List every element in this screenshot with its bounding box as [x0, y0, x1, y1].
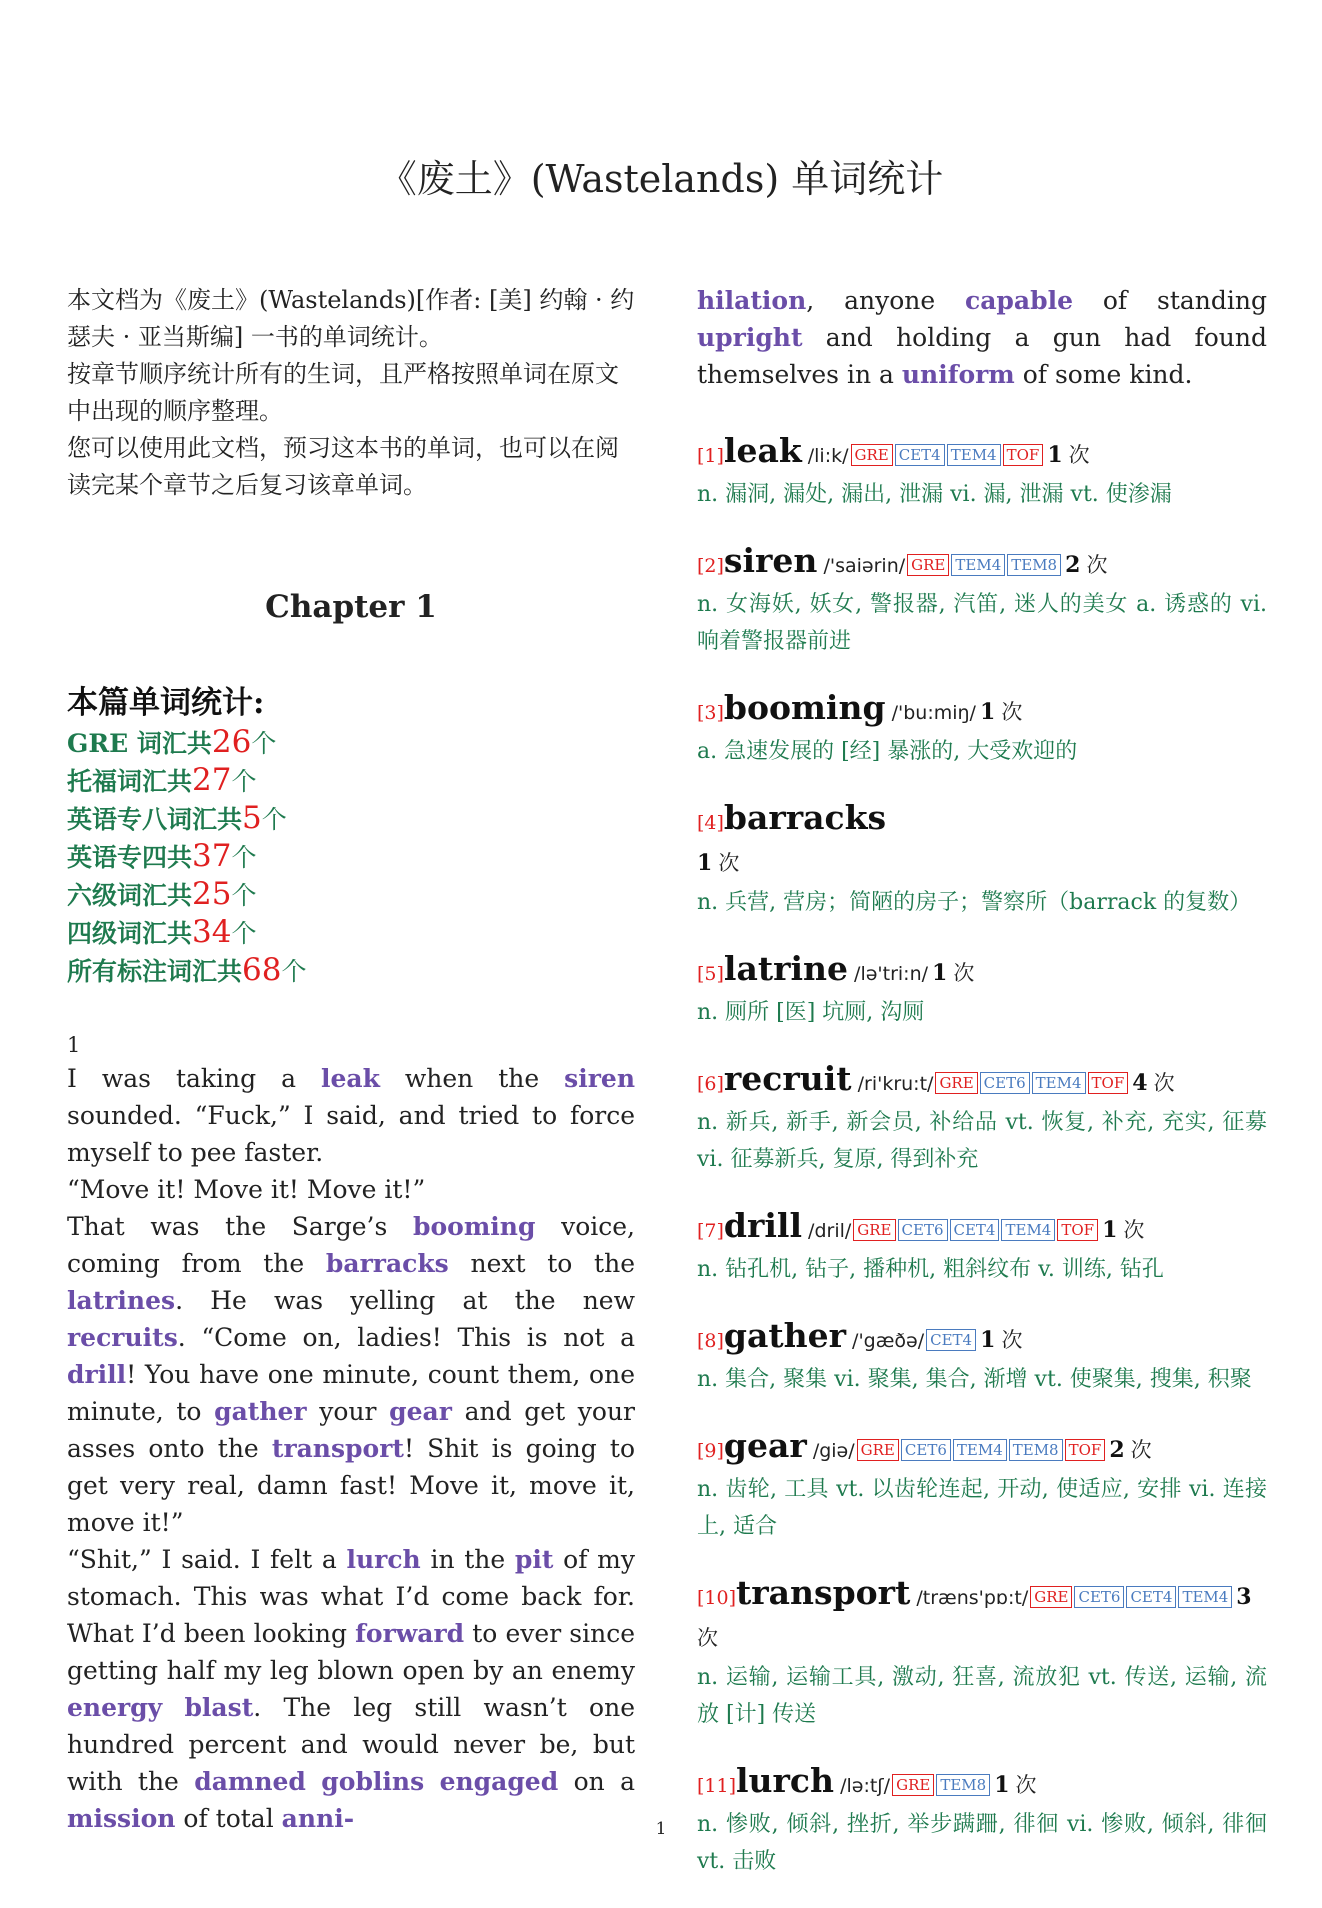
- exam-tag: CET6: [898, 1219, 948, 1241]
- entry-definition: n. 钻孔机, 钻子, 播种机, 粗斜纹布 v. 训练, 钻孔: [697, 1257, 1164, 1282]
- highlighted-word: siren: [564, 1064, 635, 1093]
- highlighted-word: mission: [67, 1804, 176, 1833]
- vocab-entry: [697, 688, 1267, 770]
- stat-row: [67, 800, 635, 838]
- entry-count: 1: [979, 699, 996, 725]
- exam-tag: GRE: [892, 1774, 934, 1796]
- story-text: I was taking a leak when the siren sounded. “Fuck,” I said, and tried to force myself to pee faster.: [67, 1064, 635, 1167]
- entry-word: leak: [723, 431, 802, 470]
- exam-tag: CET6: [901, 1439, 951, 1461]
- stat-count: 27: [192, 762, 232, 798]
- stat-row: [67, 838, 635, 876]
- entry-count-unit: 次: [1086, 553, 1108, 577]
- stats-heading: 本篇单词统计:: [67, 685, 265, 721]
- stat-count: 68: [242, 952, 282, 988]
- stat-count: 34: [192, 914, 232, 950]
- entry-definition: n. 集合, 聚集 vi. 聚集, 集合, 渐增 vt. 使聚集, 搜集, 积聚: [697, 1367, 1252, 1392]
- intro-line: 本文档为《废土》(Wastelands)[作者: [美] 约翰 · 约瑟夫 · 亚当斯编] 一书的单词统计。: [67, 286, 635, 351]
- page-number: 1: [655, 1819, 667, 1839]
- stat-row: [67, 914, 635, 952]
- entry-count-unit: 次: [697, 1626, 718, 1650]
- exam-tag: TOF: [1088, 1072, 1129, 1094]
- entry-count: 1: [1102, 1217, 1118, 1243]
- entry-count: 1: [1047, 442, 1063, 468]
- intro-block: [67, 282, 635, 504]
- entry-phonetic: /giə/: [812, 1440, 855, 1462]
- entry-word: gear: [723, 1426, 807, 1465]
- stat-label: 所有标注词汇共: [67, 957, 243, 986]
- left-column: [67, 282, 635, 1837]
- entry-count-unit: 次: [1130, 1438, 1152, 1462]
- stat-count: 25: [192, 876, 232, 912]
- exam-tag: GRE: [853, 1219, 895, 1241]
- stat-unit: 个: [261, 805, 287, 834]
- entry-index: [8]: [697, 1330, 724, 1352]
- highlighted-word: latrines: [67, 1286, 176, 1315]
- entry-count: 4: [1132, 1070, 1148, 1096]
- highlighted-word: uniform: [901, 360, 1015, 389]
- exam-tag: TEM4: [951, 554, 1005, 576]
- exam-tag: GRE: [935, 1072, 977, 1094]
- vocab-entry-head: [697, 1573, 1267, 1659]
- exam-tag: TEM4: [953, 1439, 1007, 1461]
- highlighted-word: drill: [67, 1360, 127, 1389]
- stat-count: 5: [242, 800, 262, 836]
- entry-word: recruit: [723, 1059, 852, 1098]
- stat-unit: 个: [251, 729, 277, 758]
- highlighted-word: blast: [184, 1693, 254, 1722]
- exam-tag: TEM4: [1178, 1586, 1232, 1608]
- stat-row: [67, 762, 635, 800]
- entry-word: drill: [723, 1206, 802, 1245]
- vocab-entry: [697, 1426, 1267, 1545]
- exam-tag: GRE: [1030, 1586, 1072, 1608]
- highlighted-word: anni-: [281, 1804, 355, 1833]
- story-text: “Move it! Move it! Move it!”: [67, 1175, 426, 1204]
- entry-definition: n. 运输, 运输工具, 激动, 狂喜, 流放犯 vt. 传送, 运输, 流放 [计] 传送: [697, 1665, 1267, 1727]
- story-text: That was the Sarge’s booming voice, coming from the barracks next to the latrines. He was yelling at the new recruits. “Come on, ladies! This is not a drill! You have one minute, count them, one minute, to gather your gear and get your asses onto the transport! Shit is going to get very real, damn fast! Move it, move it, move it!”: [67, 1212, 636, 1537]
- vocab-entry-list: [697, 431, 1267, 1880]
- entry-index: [4]: [697, 812, 724, 834]
- exam-tag: CET4: [950, 1219, 1000, 1241]
- story-continuation: hilation, anyone capable of standing upright and holding a gun had found themselves in a uniform of some kind.: [697, 286, 1268, 389]
- entry-word: siren: [723, 541, 818, 580]
- stat-count: 26: [211, 724, 252, 760]
- highlighted-word: lurch: [346, 1545, 421, 1574]
- stat-unit: 个: [231, 881, 257, 910]
- entry-index: [2]: [697, 555, 724, 577]
- vocab-entry: [697, 798, 1267, 921]
- vocab-entry-head: [697, 798, 1267, 884]
- stat-label: GRE 词汇共: [67, 729, 212, 758]
- entry-phonetic: /lə'tri:n/: [854, 963, 929, 985]
- entry-phonetic: /'gæðə/: [852, 1330, 925, 1352]
- vocab-entry: [697, 1573, 1267, 1733]
- highlighted-word: upright: [697, 323, 803, 352]
- entry-phonetic: /træns'pɒ:t/: [916, 1587, 1029, 1609]
- entry-definition: n. 厕所 [医] 坑厕, 沟厕: [697, 1000, 925, 1025]
- exam-tag: CET6: [980, 1072, 1030, 1094]
- exam-tag: TEM4: [1001, 1219, 1055, 1241]
- vocab-entry: [697, 541, 1267, 660]
- stat-row: [67, 952, 635, 990]
- entry-count-unit: 次: [718, 851, 740, 875]
- exam-tag: TEM8: [1007, 554, 1061, 576]
- stat-unit: 个: [231, 919, 257, 948]
- entry-definition: n. 兵营, 营房；简陋的房子；警察所（barrack 的复数）: [697, 890, 1252, 915]
- entry-word: lurch: [736, 1761, 835, 1800]
- exam-tag: GRE: [857, 1439, 899, 1461]
- entry-phonetic: /'bu:miŋ/: [891, 702, 976, 724]
- entry-count: 2: [1109, 1437, 1125, 1463]
- stat-label: 英语专四共: [67, 843, 193, 872]
- intro-line: 按章节顺序统计所有的生词，且严格按照单词在原文中出现的顺序整理。: [67, 360, 619, 425]
- exam-tag: TOF: [1065, 1439, 1106, 1461]
- highlighted-word: goblins: [321, 1767, 425, 1796]
- entry-definition: n. 惨败, 倾斜, 挫折, 举步蹒跚, 徘徊 vi. 惨败, 倾斜, 徘徊 vt. 击败: [697, 1812, 1267, 1874]
- entry-count-unit: 次: [1001, 1328, 1023, 1352]
- exam-tag: CET4: [1126, 1586, 1176, 1608]
- stat-label: 托福词汇共: [67, 767, 193, 796]
- entry-count: 2: [1065, 552, 1081, 578]
- entry-definition: n. 漏洞, 漏处, 漏出, 泄漏 vi. 漏, 泄漏 vt. 使渗漏: [697, 482, 1172, 507]
- entry-count-unit: 次: [953, 961, 975, 985]
- entry-index: [9]: [697, 1440, 724, 1462]
- entry-index: [7]: [697, 1220, 724, 1242]
- entry-phonetic: /lə:tʃ/: [840, 1775, 891, 1797]
- highlighted-word: damned: [194, 1767, 306, 1796]
- stat-count: 37: [192, 838, 232, 874]
- highlighted-word: recruits: [67, 1323, 178, 1352]
- entry-definition: n. 齿轮, 工具 vt. 以齿轮连起, 开动, 使适应, 安排 vi. 连接上, 适合: [697, 1477, 1267, 1539]
- paragraph-number: 1: [67, 1033, 81, 1057]
- vocab-entry-head: [697, 1206, 1267, 1251]
- stat-unit: 个: [281, 957, 307, 986]
- vocab-entry: [697, 1059, 1267, 1178]
- vocab-entry-head: [697, 949, 1267, 994]
- vocab-entry: [697, 431, 1267, 513]
- entry-index: [10]: [697, 1587, 737, 1609]
- exam-tag: TOF: [1057, 1219, 1098, 1241]
- vocab-entry: [697, 1206, 1267, 1288]
- entry-index: [6]: [697, 1073, 724, 1095]
- exam-tag: TEM4: [1032, 1072, 1086, 1094]
- stat-label: 英语专八词汇共: [67, 805, 243, 834]
- exam-tag: CET4: [926, 1329, 976, 1351]
- entry-definition: n. 女海妖, 妖女, 警报器, 汽笛, 迷人的美女 a. 诱惑的 vi. 响着警报器前进: [697, 592, 1267, 654]
- entry-count-unit: 次: [1153, 1071, 1175, 1095]
- stat-label: 四级词汇共: [67, 919, 193, 948]
- highlighted-word: barracks: [325, 1249, 449, 1278]
- exam-tag: TEM4: [947, 444, 1001, 466]
- highlighted-word: booming: [412, 1212, 536, 1241]
- right-column: [697, 282, 1267, 1908]
- document-title: 《废土》(Wastelands) 单词统计: [378, 157, 944, 201]
- vocab-entry: [697, 949, 1267, 1031]
- entry-definition: n. 新兵, 新手, 新会员, 补给品 vt. 恢复, 补充, 充实, 征募 vi. 征募新兵, 复原, 得到补充: [697, 1110, 1267, 1172]
- highlighted-word: transport: [271, 1434, 404, 1463]
- vocab-entry-head: [697, 541, 1267, 586]
- entry-word: transport: [736, 1573, 911, 1612]
- chapter-title: Chapter 1: [265, 589, 437, 625]
- stat-row: [67, 724, 635, 762]
- highlighted-word: hilation: [697, 286, 807, 315]
- vocab-entry-head: [697, 1059, 1267, 1104]
- vocab-entry-head: [697, 1761, 1267, 1806]
- stat-label: 六级词汇共: [67, 881, 193, 910]
- entry-count: 1: [697, 850, 713, 876]
- vocab-entry: [697, 1316, 1267, 1398]
- highlighted-word: gear: [389, 1397, 452, 1426]
- highlighted-word: leak: [320, 1064, 380, 1093]
- exam-tag: GRE: [907, 554, 949, 576]
- highlighted-word: engaged: [439, 1767, 559, 1796]
- entry-phonetic: /dril/: [808, 1220, 852, 1242]
- entry-count-unit: 次: [1001, 700, 1023, 724]
- entry-count: 1: [994, 1772, 1010, 1798]
- exam-tag: TEM8: [936, 1774, 990, 1796]
- exam-tag: TOF: [1003, 444, 1044, 466]
- entry-index: [11]: [697, 1775, 737, 1797]
- highlighted-word: pit: [514, 1545, 554, 1574]
- entry-phonetic: /ri'kru:t/: [857, 1073, 934, 1095]
- stat-row: [67, 876, 635, 914]
- vocab-entry-head: [697, 1426, 1267, 1471]
- exam-tag: CET6: [1074, 1586, 1124, 1608]
- intro-line: 您可以使用此文档，预习这本书的单词，也可以在阅读完某个章节之后复习该章单词。: [67, 434, 619, 499]
- story-text: “Shit,” I said. I felt a lurch in the pit of my stomach. This was what I’d come back for. What I’d been looking forward to ever since getting half my leg blown open by an enemy energy blast. The leg still wasn’t one hundred percent and would never be, but with the damned goblins engaged on a mission of total anni-: [67, 1545, 636, 1833]
- exam-tag: GRE: [851, 444, 893, 466]
- highlighted-word: gather: [214, 1397, 307, 1426]
- highlighted-word: energy: [67, 1693, 163, 1722]
- entry-index: [5]: [697, 963, 724, 985]
- entry-phonetic: /li:k/: [807, 445, 849, 467]
- exam-tag: TEM8: [1009, 1439, 1063, 1461]
- vocab-entry-head: [697, 431, 1267, 476]
- entry-count: 1: [932, 960, 948, 986]
- stat-unit: 个: [231, 767, 257, 796]
- entry-count-unit: 次: [1068, 443, 1090, 467]
- highlighted-word: capable: [965, 286, 1073, 315]
- stats-list: [67, 724, 635, 990]
- entry-word: barracks: [723, 798, 887, 837]
- entry-count-unit: 次: [1015, 1773, 1037, 1797]
- entry-count: 1: [980, 1327, 996, 1353]
- entry-phonetic: /'saiərin/: [823, 555, 906, 577]
- entry-index: [1]: [697, 445, 724, 467]
- exam-tag: CET4: [895, 444, 945, 466]
- entry-count-unit: 次: [1123, 1218, 1145, 1242]
- vocab-entry-head: [697, 688, 1267, 733]
- entry-word: latrine: [723, 949, 848, 988]
- entry-definition: a. 急速发展的 [经] 暴涨的, 大受欢迎的: [697, 739, 1078, 764]
- entry-word: gather: [723, 1316, 846, 1355]
- highlighted-word: forward: [355, 1619, 465, 1648]
- entry-index: [3]: [697, 702, 724, 724]
- vocab-entry-head: [697, 1316, 1267, 1361]
- entry-word: booming: [723, 688, 886, 727]
- stat-unit: 个: [231, 843, 257, 872]
- entry-count: 3: [1236, 1584, 1252, 1610]
